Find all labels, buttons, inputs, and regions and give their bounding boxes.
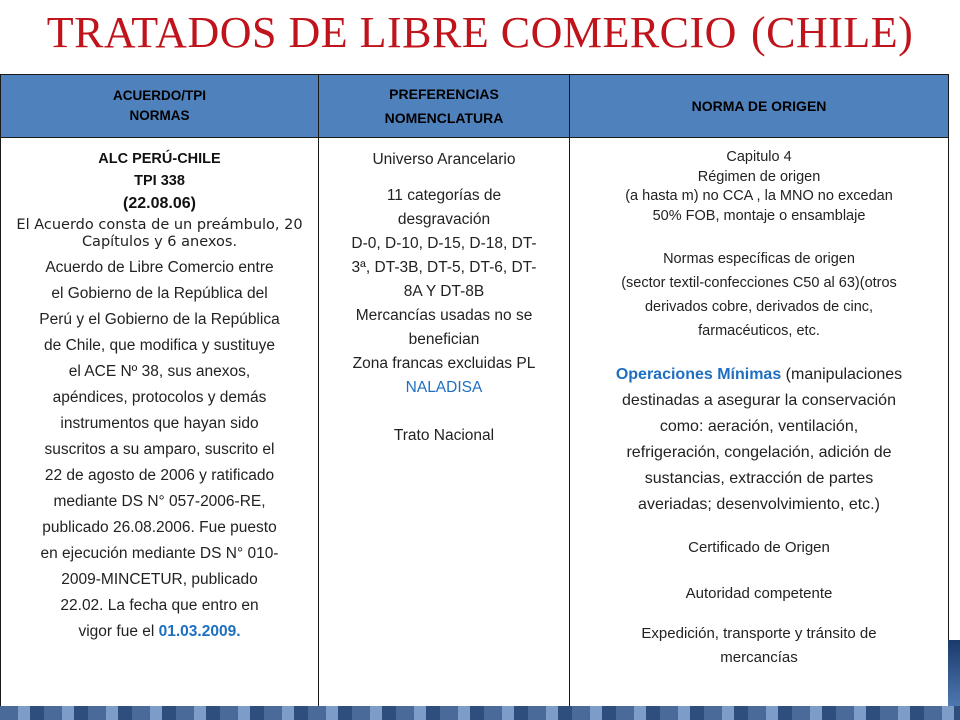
agreement-body-line: el Gobierno de la República del: [51, 285, 268, 302]
agreement-body-line: 22.02. La fecha que entro en: [60, 597, 259, 614]
decorative-bottom-strip: [0, 706, 960, 720]
specific-rules-block: [576, 247, 942, 343]
content-row: [1, 138, 949, 708]
agreement-body-line: apéndices, protocolos y demás: [52, 389, 267, 406]
codes-line: D-0, D-10, D-15, D-18, DT-: [351, 235, 537, 252]
agreement-body-line: publicado 26.08.2006. Fue puesto: [42, 519, 277, 536]
header-agreement-line1: ACUERDO/TPI: [112, 88, 206, 103]
chapter-line: (a hasta m) no CCA , la MNO no excedan: [625, 188, 893, 204]
certificate-of-origin: Certificado de Origen: [688, 539, 830, 556]
origin-rule-cell: [570, 138, 949, 708]
minimal-ops-first: (manipulaciones: [781, 366, 903, 383]
chapter-block: [576, 148, 942, 226]
title-main: TRATADOS DE LIBRE COMERCIO: [46, 8, 737, 57]
minimal-ops-first-line: [576, 362, 942, 388]
specific-line: (sector textil-confecciones C50 al 63)(otros: [621, 275, 897, 291]
page-title: [0, 0, 960, 72]
header-agreement-line2: NORMAS: [129, 108, 190, 123]
agreement-body-line: Acuerdo de Libre Comercio entre: [45, 259, 274, 276]
agreement-body-line: el ACE Nº 38, sus anexos,: [68, 363, 251, 380]
preferences-content: [325, 148, 563, 448]
agreement-body-line: en ejecución mediante DS N° 010-: [40, 545, 279, 562]
minimal-ops-label: Operaciones Mínimas: [615, 366, 782, 383]
chapter-line: Régimen de origen: [697, 168, 821, 185]
categories-line: 11 categorías de: [386, 187, 502, 204]
header-preferences: [319, 75, 570, 138]
minimal-ops-line: destinadas a asegurar la conservación: [622, 392, 896, 409]
naladisa-label: NALADISA: [405, 379, 483, 396]
header-preferences-line1: PREFERENCIAS: [389, 86, 499, 102]
codes-line: 3ª, DT-3B, DT-5, DT-6, DT-: [351, 259, 537, 276]
competent-authority: Autoridad competente: [685, 585, 833, 602]
header-row: [1, 75, 949, 138]
agreement-date: (22.08.06): [123, 195, 196, 212]
codes-line: 8A Y DT-8B: [403, 283, 485, 300]
header-preferences-line2: NOMENCLATURA: [384, 110, 504, 126]
specific-line: Normas específicas de origen: [663, 251, 855, 267]
minimal-ops-line: como: aeración, ventilación,: [659, 418, 859, 435]
minimal-ops-line: averiadas; desenvolvimiento, etc.): [638, 496, 880, 513]
tariff-universe: Universo Arancelario: [372, 151, 516, 168]
trade-agreement-table: [0, 74, 949, 708]
agreement-body-line: suscritos a su amparo, suscrito el: [44, 441, 275, 458]
agreement-body: [7, 255, 312, 645]
free-zone-line: Zona francas excluidas PL: [352, 355, 536, 372]
used-goods-line: Mercancías usadas no se: [355, 307, 533, 324]
national-treatment: Trato Nacional: [393, 427, 495, 444]
agreement-intro: El Acuerdo consta de un preámbulo, 20 Capítulos y 6 anexos.: [16, 217, 303, 250]
chapter-line: 50% FOB, montaje o ensamblaje: [652, 207, 866, 224]
vigor-date: 01.03.2009.: [158, 623, 241, 640]
agreement-body-line: 2009-MINCETUR, publicado: [61, 571, 258, 588]
agreement-cell: [1, 138, 319, 708]
agreement-body-line: 22 de agosto de 2006 y ratificado: [44, 467, 275, 484]
agreement-body-line: Perú y el Gobierno de la República: [39, 311, 280, 328]
chapter-line: Capitulo 4: [726, 149, 792, 165]
agreement-body-line: de Chile, que modifica y sustituye: [44, 337, 275, 354]
shipping-line: mercancías: [720, 649, 798, 666]
agreement-name: ALC PERÚ-CHILE: [98, 151, 221, 167]
shipping-block: [576, 622, 942, 670]
agreement-heading: [7, 148, 312, 216]
agreement-body-line: instrumentos que hayan sido: [60, 415, 259, 432]
specific-line: farmacéuticos, etc.: [698, 323, 820, 339]
shipping-line: Expedición, transporte y tránsito de: [641, 625, 877, 642]
minimal-ops-line: sustancias, extracción de partes: [644, 470, 874, 487]
minimal-ops-line: refrigeración, congelación, adición de: [626, 444, 892, 461]
specific-line: derivados cobre, derivados de cinc,: [644, 299, 874, 315]
agreement-body-line: mediante DS N° 057-2006-RE,: [53, 493, 266, 510]
preferences-cell: [319, 138, 570, 708]
agreement-vigor-line: [7, 619, 312, 645]
categories-line: desgravación: [397, 211, 491, 228]
header-agreement: [1, 75, 319, 138]
agreement-tpi: TPI 338: [134, 173, 185, 189]
title-country: (CHILE): [750, 8, 914, 57]
minimal-operations-block: [576, 362, 942, 518]
used-goods-line: benefician: [408, 331, 480, 348]
vigor-text: vigor fue el: [78, 623, 159, 640]
header-origin-rule: NORMA DE ORIGEN: [570, 75, 949, 138]
